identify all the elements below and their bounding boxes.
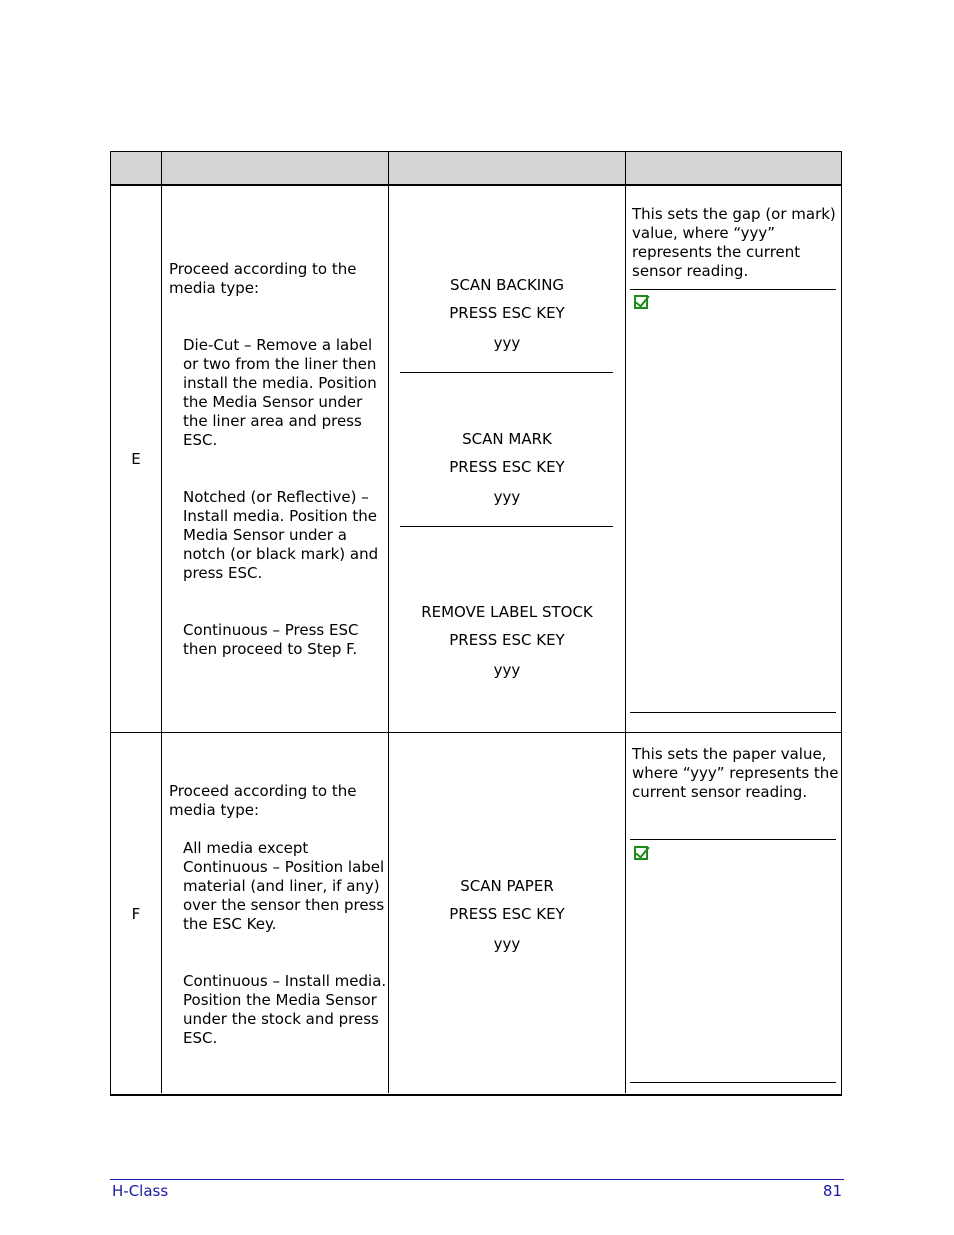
checkbox-note-icon: [634, 846, 648, 860]
comment-divider: [630, 839, 836, 840]
footer-product-name: H-Class: [112, 1182, 169, 1200]
display-divider: [400, 372, 613, 373]
comment-divider: [630, 289, 836, 290]
action-intro: Proceed according to the media type:: [169, 782, 357, 819]
step-label: E: [131, 450, 141, 468]
display-message: REMOVE LABEL STOCK: [421, 603, 593, 621]
action-intro: Proceed according to the media type:: [169, 260, 357, 297]
calibration-table: [110, 151, 842, 1096]
action-option: Die-Cut – Remove a label or two from the liner then install the media. Position the Media Sensor under the liner area and press ESC.: [183, 336, 377, 449]
action-option: Notched (or Reflective) – Install media. Position the Media Sensor under a notch (or black mark) and press ESC.: [183, 488, 379, 582]
row-divider: [111, 732, 841, 733]
display-divider: [400, 526, 613, 527]
display-message: PRESS ESC KEY: [449, 631, 565, 649]
display-message: PRESS ESC KEY: [449, 304, 565, 322]
action-option: Continuous – Press ESC then proceed to Step F.: [183, 621, 359, 658]
display-message: PRESS ESC KEY: [449, 458, 565, 476]
display-message: SCAN BACKING: [449, 276, 565, 294]
display-message: yyy: [493, 935, 521, 953]
display-message: yyy: [493, 488, 521, 506]
note-divider: [630, 1082, 836, 1083]
checkbox-note-icon: [634, 295, 648, 309]
action-option: Continuous – Install media. Position the Media Sensor under the stock and press ESC.: [183, 972, 387, 1047]
comment-text: This sets the paper value, where “yyy” represents the current sensor reading.: [632, 745, 839, 801]
footer-page-number: 81: [822, 1182, 842, 1200]
table-header-row: [111, 152, 841, 186]
column-divider: [161, 152, 162, 1093]
display-message: PRESS ESC KEY: [449, 905, 565, 923]
display-message: yyy: [493, 334, 521, 352]
footer-rule: [110, 1179, 844, 1180]
action-option: All media except Continuous – Position label material (and liner, if any) over the sensor then press the ESC Key.: [183, 839, 385, 933]
step-label: F: [131, 905, 141, 923]
comment-text: This sets the gap (or mark) value, where “yyy” represents the current sensor reading.: [632, 205, 836, 280]
note-divider: [630, 712, 836, 713]
display-message: SCAN MARK: [462, 430, 552, 448]
display-message: SCAN PAPER: [460, 877, 554, 895]
column-divider: [625, 152, 626, 1093]
display-message: yyy: [493, 661, 521, 679]
